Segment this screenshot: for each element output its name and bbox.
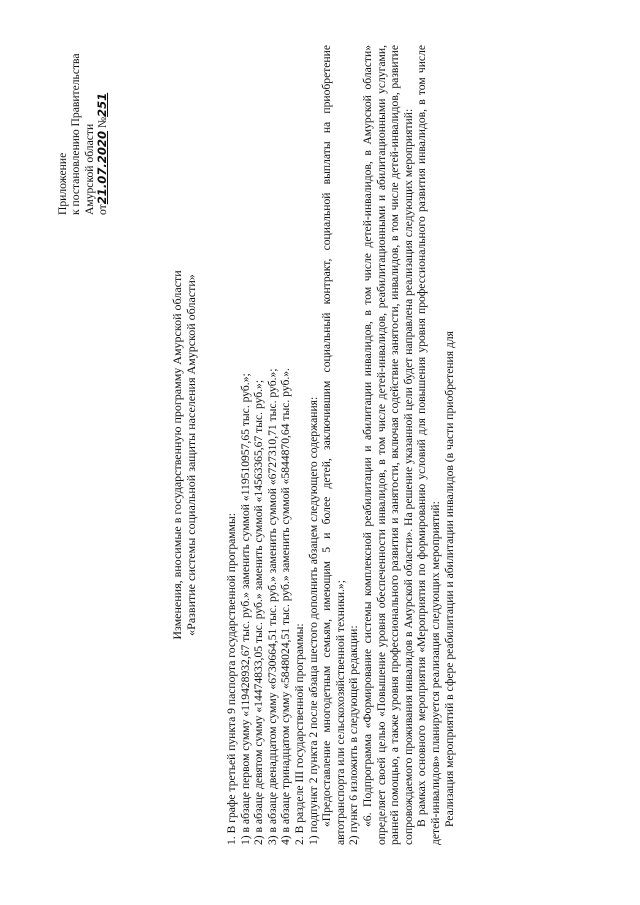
appendix-block — [56, 45, 110, 215]
paragraph: Реализация мероприятий в сфере реабилитации и абилитации инвалидов (в части приобретения для — [442, 330, 456, 827]
paragraph: В рамках основного мероприятия «Мероприятия по формированию условий для повышения уровня профессионального развития инвалидов, в том числе детей-инвалидов» планируется реализация следующих мероприятий: — [415, 45, 442, 845]
paragraph: «6. Подпрограмма «Формирование системы комплексной реабилитации и абилитации инвалидов, в том числе детей-инвалидов, в Амурской области» определяет своей целью «Повышение уровня обеспеченности инвалидов, в том числе детей-инвалидов, реабилитационными и абилитационными услугами, ранней помощью, а также уровня профессионального развития и занятости, включая содействие занятости, инвалидов, в том числе детей-инвалидов, развитие сопровождаемого проживания инвалидов в Амурской области». На решение указанной цели будет направлена реализация следующих мероприятий: — [360, 45, 415, 845]
paragraph: 2) пункт 6 изложить в следующей редакции: — [347, 625, 361, 845]
appendix-resolution-line: к постановлению Правительства — [69, 53, 83, 215]
paragraph: 2) в абзаце девятом сумму «14474833,05 тыс. руб.» заменить суммой «14563365,67 тыс. руб.»; — [252, 379, 266, 845]
paragraph: 1) в абзаце первом сумму «119428932,67 тыс. руб.» заменить суммой «119510957,65 тыс. руб.»; — [238, 373, 252, 845]
appendix-date-line — [96, 45, 109, 215]
document-title — [170, 45, 198, 865]
appendix-label: Приложение — [56, 152, 69, 215]
paragraph: 2. В разделе III государственной программы: — [292, 623, 306, 845]
rotated-document-content — [50, 45, 610, 865]
paragraph: «Предоставление многодетным семьям, имеющим 5 и более детей, заключившим социальный контракт, социальной выплаты на приобретение автотранспорта или сельскохозяйственной техники.»; — [320, 45, 347, 845]
handwritten-number: 251 — [95, 92, 110, 117]
paragraph: 3) в абзаце двенадцатом сумму «6730664,51 тыс. руб.» заменить суммой «6727310,71 тыс. руб.»; — [265, 368, 279, 845]
paragraph: 1. В графе третьей пункта 9 паспорта государственной программы: — [225, 513, 238, 845]
handwritten-date: 21.07.2020 — [95, 130, 110, 205]
paragraph: 1) подпункт 2 пункта 2 после абзаца шестого дополнить абзацем следующего содержания: — [306, 396, 320, 845]
paragraph: 4) в абзаце тринадцатом сумму «5848024,51 тыс. руб.» заменить суммой «5844870,64 тыс. руб.». — [279, 368, 293, 845]
number-prefix: № — [96, 116, 110, 129]
title-line-1: Изменения, вносимые в государственную программу Амурской области — [170, 270, 184, 640]
date-prefix: от — [96, 204, 110, 215]
appendix-region-line: Амурской области — [82, 123, 96, 215]
title-line-2: «Развитие системы социальной защиты населения Амурской области» — [184, 274, 198, 636]
document-body — [225, 45, 456, 845]
